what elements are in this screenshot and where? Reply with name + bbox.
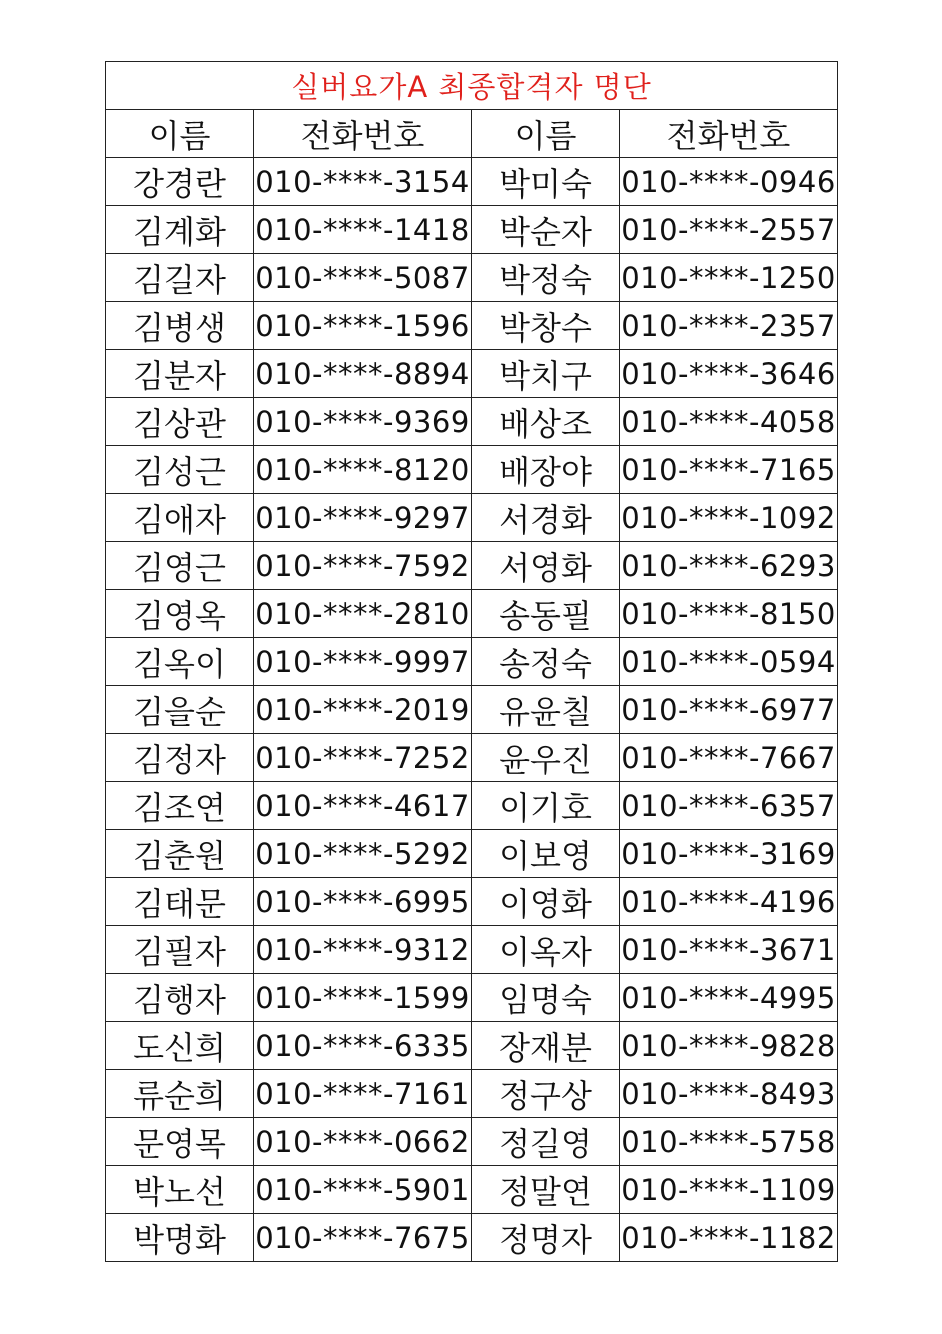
applicant-phone-left: 010-****-1596	[254, 302, 472, 350]
table-row	[106, 446, 838, 494]
applicant-name-left: 김행자	[106, 974, 254, 1022]
applicant-phone-right: 010-****-8150	[620, 590, 838, 638]
table-row	[106, 206, 838, 254]
table-row	[106, 302, 838, 350]
applicant-phone-right: 010-****-6293	[620, 542, 838, 590]
table-row	[106, 974, 838, 1022]
table-row	[106, 1022, 838, 1070]
applicant-name-right: 서영화	[472, 542, 620, 590]
applicant-name-right: 이보영	[472, 830, 620, 878]
applicant-name-right: 장재분	[472, 1022, 620, 1070]
applicant-phone-left: 010-****-5087	[254, 254, 472, 302]
applicant-phone-right: 010-****-3646	[620, 350, 838, 398]
table-row	[106, 350, 838, 398]
applicant-phone-right: 010-****-7165	[620, 446, 838, 494]
applicant-phone-left: 010-****-4617	[254, 782, 472, 830]
applicant-phone-right: 010-****-0594	[620, 638, 838, 686]
applicant-name-left: 박노선	[106, 1166, 254, 1214]
applicant-name-left: 김애자	[106, 494, 254, 542]
applicant-phone-left: 010-****-9312	[254, 926, 472, 974]
applicant-name-left: 김분자	[106, 350, 254, 398]
applicant-name-left: 류순희	[106, 1070, 254, 1118]
applicant-phone-left: 010-****-0662	[254, 1118, 472, 1166]
applicant-phone-left: 010-****-1418	[254, 206, 472, 254]
table-row	[106, 1070, 838, 1118]
applicant-phone-left: 010-****-3154	[254, 158, 472, 206]
table-row	[106, 398, 838, 446]
applicant-phone-left: 010-****-7592	[254, 542, 472, 590]
applicant-phone-right: 010-****-1092	[620, 494, 838, 542]
table-row	[106, 1166, 838, 1214]
table-row	[106, 1118, 838, 1166]
applicant-phone-right: 010-****-1182	[620, 1214, 838, 1262]
table-row	[106, 494, 838, 542]
applicant-name-left: 강경란	[106, 158, 254, 206]
applicant-name-right: 정말연	[472, 1166, 620, 1214]
applicant-name-left: 김필자	[106, 926, 254, 974]
applicant-phone-right: 010-****-6977	[620, 686, 838, 734]
applicant-name-left: 김옥이	[106, 638, 254, 686]
applicant-name-right: 배상조	[472, 398, 620, 446]
document-title: 실버요가A 최종합격자 명단	[106, 62, 838, 110]
applicant-phone-right: 010-****-4995	[620, 974, 838, 1022]
applicant-phone-left: 010-****-9369	[254, 398, 472, 446]
table-row	[106, 1214, 838, 1262]
table-row	[106, 158, 838, 206]
applicant-name-left: 도신희	[106, 1022, 254, 1070]
applicant-name-right: 박순자	[472, 206, 620, 254]
applicant-list-table	[105, 61, 838, 1262]
applicant-phone-left: 010-****-6995	[254, 878, 472, 926]
applicant-name-right: 임명숙	[472, 974, 620, 1022]
applicant-name-left: 김춘원	[106, 830, 254, 878]
applicant-phone-left: 010-****-1599	[254, 974, 472, 1022]
column-header-phone-left: 전화번호	[254, 110, 472, 158]
applicant-phone-right: 010-****-5758	[620, 1118, 838, 1166]
applicant-name-right: 정구상	[472, 1070, 620, 1118]
applicant-name-left: 김정자	[106, 734, 254, 782]
applicant-name-right: 송동필	[472, 590, 620, 638]
applicant-phone-right: 010-****-2557	[620, 206, 838, 254]
table-row	[106, 590, 838, 638]
applicant-phone-right: 010-****-0946	[620, 158, 838, 206]
applicant-phone-left: 010-****-2019	[254, 686, 472, 734]
applicant-phone-right: 010-****-3671	[620, 926, 838, 974]
applicant-phone-left: 010-****-8894	[254, 350, 472, 398]
table-row	[106, 878, 838, 926]
header-row	[106, 110, 838, 158]
column-header-phone-right: 전화번호	[620, 110, 838, 158]
applicant-phone-right: 010-****-9828	[620, 1022, 838, 1070]
applicant-phone-left: 010-****-7675	[254, 1214, 472, 1262]
table-row	[106, 638, 838, 686]
applicant-phone-right: 010-****-4058	[620, 398, 838, 446]
column-header-name-right: 이름	[472, 110, 620, 158]
applicant-name-left: 김을순	[106, 686, 254, 734]
applicant-name-left: 김조연	[106, 782, 254, 830]
applicant-name-left: 김영옥	[106, 590, 254, 638]
applicant-name-right: 박창수	[472, 302, 620, 350]
applicant-phone-right: 010-****-8493	[620, 1070, 838, 1118]
applicant-name-right: 이기호	[472, 782, 620, 830]
table-body	[106, 158, 838, 1262]
applicant-name-right: 정길영	[472, 1118, 620, 1166]
table-row	[106, 686, 838, 734]
table-row	[106, 830, 838, 878]
applicant-phone-right: 010-****-7667	[620, 734, 838, 782]
title-row	[106, 62, 838, 110]
applicant-name-left: 김계화	[106, 206, 254, 254]
applicant-name-right: 서경화	[472, 494, 620, 542]
table-row	[106, 926, 838, 974]
applicant-name-left: 김병생	[106, 302, 254, 350]
applicant-name-left: 김태문	[106, 878, 254, 926]
applicant-phone-right: 010-****-1250	[620, 254, 838, 302]
applicant-name-left: 문영목	[106, 1118, 254, 1166]
applicant-phone-left: 010-****-5901	[254, 1166, 472, 1214]
applicant-name-right: 유윤칠	[472, 686, 620, 734]
applicant-name-left: 김길자	[106, 254, 254, 302]
applicant-phone-right: 010-****-4196	[620, 878, 838, 926]
applicant-phone-left: 010-****-2810	[254, 590, 472, 638]
applicant-phone-left: 010-****-8120	[254, 446, 472, 494]
applicant-name-right: 이옥자	[472, 926, 620, 974]
applicant-name-right: 송정숙	[472, 638, 620, 686]
applicant-phone-left: 010-****-9997	[254, 638, 472, 686]
applicant-name-right: 윤우진	[472, 734, 620, 782]
applicant-name-right: 정명자	[472, 1214, 620, 1262]
applicant-name-right: 박미숙	[472, 158, 620, 206]
table-row	[106, 782, 838, 830]
applicant-phone-left: 010-****-9297	[254, 494, 472, 542]
table-row	[106, 542, 838, 590]
applicant-name-left: 김상관	[106, 398, 254, 446]
applicant-name-left: 김성근	[106, 446, 254, 494]
applicant-phone-right: 010-****-3169	[620, 830, 838, 878]
column-header-name-left: 이름	[106, 110, 254, 158]
applicant-name-left: 박명화	[106, 1214, 254, 1262]
applicant-phone-left: 010-****-7252	[254, 734, 472, 782]
applicant-name-right: 배장야	[472, 446, 620, 494]
applicant-phone-right: 010-****-6357	[620, 782, 838, 830]
applicant-name-right: 박정숙	[472, 254, 620, 302]
applicant-name-right: 박치구	[472, 350, 620, 398]
applicant-phone-left: 010-****-7161	[254, 1070, 472, 1118]
table-row	[106, 254, 838, 302]
applicant-phone-right: 010-****-1109	[620, 1166, 838, 1214]
applicant-phone-right: 010-****-2357	[620, 302, 838, 350]
applicant-phone-left: 010-****-6335	[254, 1022, 472, 1070]
applicant-phone-left: 010-****-5292	[254, 830, 472, 878]
applicant-name-right: 이영화	[472, 878, 620, 926]
table-row	[106, 734, 838, 782]
applicant-name-left: 김영근	[106, 542, 254, 590]
